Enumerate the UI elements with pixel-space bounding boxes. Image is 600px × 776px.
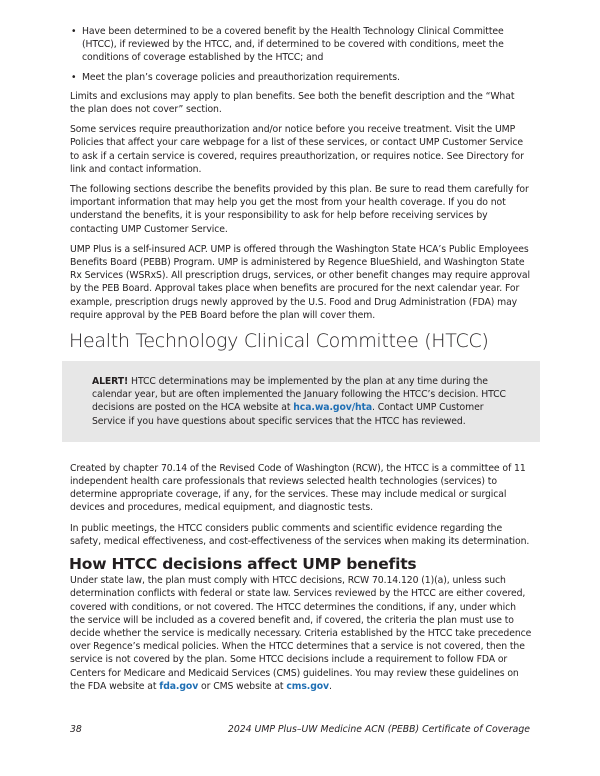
alert-box — [62, 361, 540, 442]
page-number: 38 — [70, 724, 82, 735]
alert-text — [92, 375, 516, 428]
fda-link[interactable]: fda.gov — [159, 680, 199, 692]
htcc-public-meetings-paragraph: In public meetings, the HTCC considers public comments and scientific evidence regarding the safety, medical effectiveness, and cost-effectiveness of the services when making its determination. — [70, 522, 530, 547]
requirements-list — [70, 25, 532, 84]
alert-label: ALERT! — [92, 376, 129, 388]
decisions-body-text: Under state law, the plan must comply with HTCC decisions, RCW 70.14.120 (1)(a), unless such determination conflicts with federal or state law. Services reviewed by the HTCC are either covered, covered with conditions, or not covered. The HTCC determines the conditions, if any, under which the service will be included as a covered benefit and, if covered, the criteria the plan must use to decide whether the service is medically necessary. Criteria established by the HTCC take precedence over Regence’s medical policies. When the HTCC determines that a service is not covered, then the service is not covered by the plan. Some HTCC decisions include a requirement to follow FDA or Centers for Medicare and Medicaid Services (CMS) guidelines. You may review these guidelines on the FDA website at — [70, 575, 532, 692]
decisions-end-text: . — [329, 680, 332, 692]
page-content — [70, 25, 532, 700]
htcc-created-paragraph: Created by chapter 70.14 of the Revised Code of Washington (RCW), the HTCC is a committee of 11 independent health care professionals that reviews selected health technologies (services) to determine appropriate coverage, if any, for the services. These may include medical or surgical devices and procedures, medical equipment, and diagnostic tests. — [70, 462, 526, 514]
hca-hta-link[interactable]: hca.wa.gov/hta — [293, 402, 373, 414]
htcc-decisions-paragraph — [70, 574, 532, 693]
bullet-icon: • — [71, 71, 77, 83]
list-item-text: Have been determined to be a covered benefit by the Health Technology Clinical Committee (HTCC), if reviewed by the HTCC, and, if determined to be covered with conditions, meet the conditions of coverage established by the HTCC; and — [82, 26, 504, 64]
alert-text-after-link: . Contact UMP Customer Service if you have questions about specific services that the HTCC has reviewed. — [92, 402, 484, 427]
cms-link[interactable]: cms.gov — [286, 680, 330, 692]
decisions-between-links-text: or CMS website at — [198, 680, 287, 692]
list-item — [70, 25, 532, 65]
bullet-icon: • — [71, 26, 77, 37]
limits-paragraph: Limits and exclusions may apply to plan benefits. See both the benefit description and the “What the plan does not cover” section. — [70, 90, 515, 116]
preauthorization-paragraph: Some services require preauthorization and/or notice before you receive treatment. Visit the UMP Policies that affect your care webpage for a list of these services, or contact UMP Customer Service to ask if a certain service is covered, requires preauthorization, or requires notice. See Directory for link and contact information. — [70, 124, 524, 175]
htcc-section-heading: Health Technology Clinical Committee (HTCC) — [69, 330, 489, 353]
alert-text-before-link: HTCC determinations may be implemented by the plan at any time during the calendar year, but are often implemented the January following the HTCC’s decision. HTCC decisions are posted on the HCA website at — [92, 376, 506, 414]
ump-plus-paragraph: UMP Plus is a self-insured ACP. UMP is offered through the Washington State HCA’s Public Employees Benefits Board (PEBB) Program. UMP is administered by Regence BlueShield, and Washington State Rx Services (WSRxS). All prescription drugs, services, or other benefit changes may require approval by the PEB Board. Approval takes place when benefits are procured for the next calendar year. For example, prescription drugs newly approved by the U.S. Food and Drug Administration (FDA) may require approval by the PEB Board before the plan will cover them. — [70, 243, 530, 321]
benefits-intro-paragraph: The following sections describe the benefits provided by this plan. Be sure to read them carefully for important information that may help you get the most from your health coverage. If you do not understand the benefits, it is your responsibility to ask for help before receiving services by contacting UMP Customer Service. — [70, 184, 529, 235]
list-item — [70, 71, 532, 84]
footer-document-title: 2024 UMP Plus–UW Medicine ACN (PEBB) Certificate of Coverage — [227, 724, 530, 735]
htcc-decisions-heading: How HTCC decisions affect UMP benefits — [69, 555, 417, 574]
list-item-text: Meet the plan’s coverage policies and preauthorization requirements. — [82, 71, 400, 83]
